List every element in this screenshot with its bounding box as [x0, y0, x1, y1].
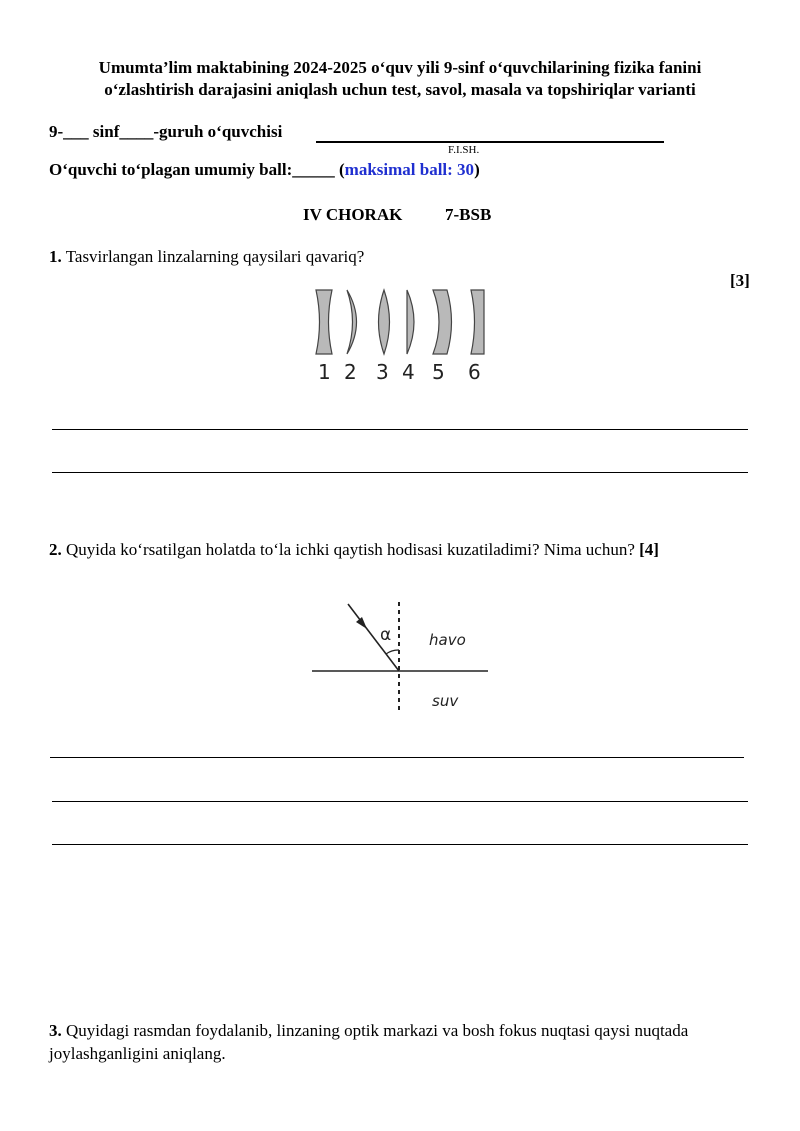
angle-label: α: [380, 625, 392, 645]
answer-line-2a[interactable]: [50, 757, 744, 758]
lens-3: [379, 290, 390, 354]
name-answer-line[interactable]: [316, 141, 664, 143]
fish-caption: F.I.SH.: [448, 144, 480, 156]
max-score-label: maksimal ball: 30: [344, 160, 475, 179]
answer-line-2c[interactable]: [52, 844, 748, 845]
incident-ray: [348, 604, 399, 671]
lens-5: [433, 290, 452, 354]
lens-label-2: 2: [344, 360, 357, 384]
lens-4: [407, 290, 414, 354]
lens-label-6: 6: [468, 360, 481, 384]
lens-label-5: 5: [432, 360, 445, 384]
question-3: [49, 1020, 688, 1042]
medium-top-label: havo: [429, 631, 466, 649]
answer-line-2b[interactable]: [52, 801, 748, 802]
quarter-heading: IV CHORAK: [303, 205, 403, 224]
question-1-points: [3]: [730, 271, 750, 290]
section-code: 7-BSB: [445, 205, 492, 224]
angle-arc: [386, 650, 399, 654]
question-3-text-line-2: joylashganligini aniqlang.: [49, 1044, 226, 1063]
question-2-text: Quyida ko‘rsatilgan holatda to‘la ichki qaytish hodisasi kuzatiladimi? Nima uchun?: [66, 540, 635, 559]
answer-line-1a[interactable]: [52, 429, 748, 430]
question-2: [49, 539, 659, 561]
question-1: [49, 246, 364, 268]
question-3-text-line-1: Quyidagi rasmdan foydalanib, linzaning optik markazi va bosh fokus nuqtasi qaysi nuqtada: [66, 1021, 689, 1040]
question-1-text: Tasvirlangan linzalarning qaysilari qavariq?: [65, 247, 365, 266]
title-line-1: Umumta’lim maktabining 2024-2025 o‘quv yili 9-sinf o‘quvchilarining fizika fanini: [98, 58, 702, 77]
score-line: [49, 159, 480, 181]
question-2-number: 2.: [49, 540, 62, 559]
answer-line-1b[interactable]: [52, 472, 748, 473]
title-line-2: o‘zlashtirish darajasini aniqlash uchun test, savol, masala va topshiriqlar varianti: [104, 80, 696, 99]
lens-label-1: 1: [318, 360, 331, 384]
question-1-number: 1.: [49, 247, 62, 266]
score-label: O‘quvchi to‘plagan umumiy ball:_____ (: [49, 160, 345, 179]
lens-diagram: [305, 282, 505, 387]
ray-arrowhead: [356, 617, 367, 629]
score-close-paren: ): [474, 160, 480, 179]
question-2-points: [4]: [639, 540, 659, 559]
lens-label-3: 3: [376, 360, 389, 384]
class-group-label: 9-___ sinf____-guruh o‘quvchisi: [49, 122, 283, 141]
lens-6: [471, 290, 484, 354]
medium-bottom-label: suv: [432, 692, 459, 710]
lens-label-4: 4: [402, 360, 415, 384]
question-3-number: 3.: [49, 1021, 62, 1040]
lens-2: [347, 290, 357, 354]
page-title: [40, 57, 760, 101]
student-class-line: [49, 121, 282, 143]
refraction-diagram: [305, 598, 500, 713]
lens-1: [316, 290, 332, 354]
